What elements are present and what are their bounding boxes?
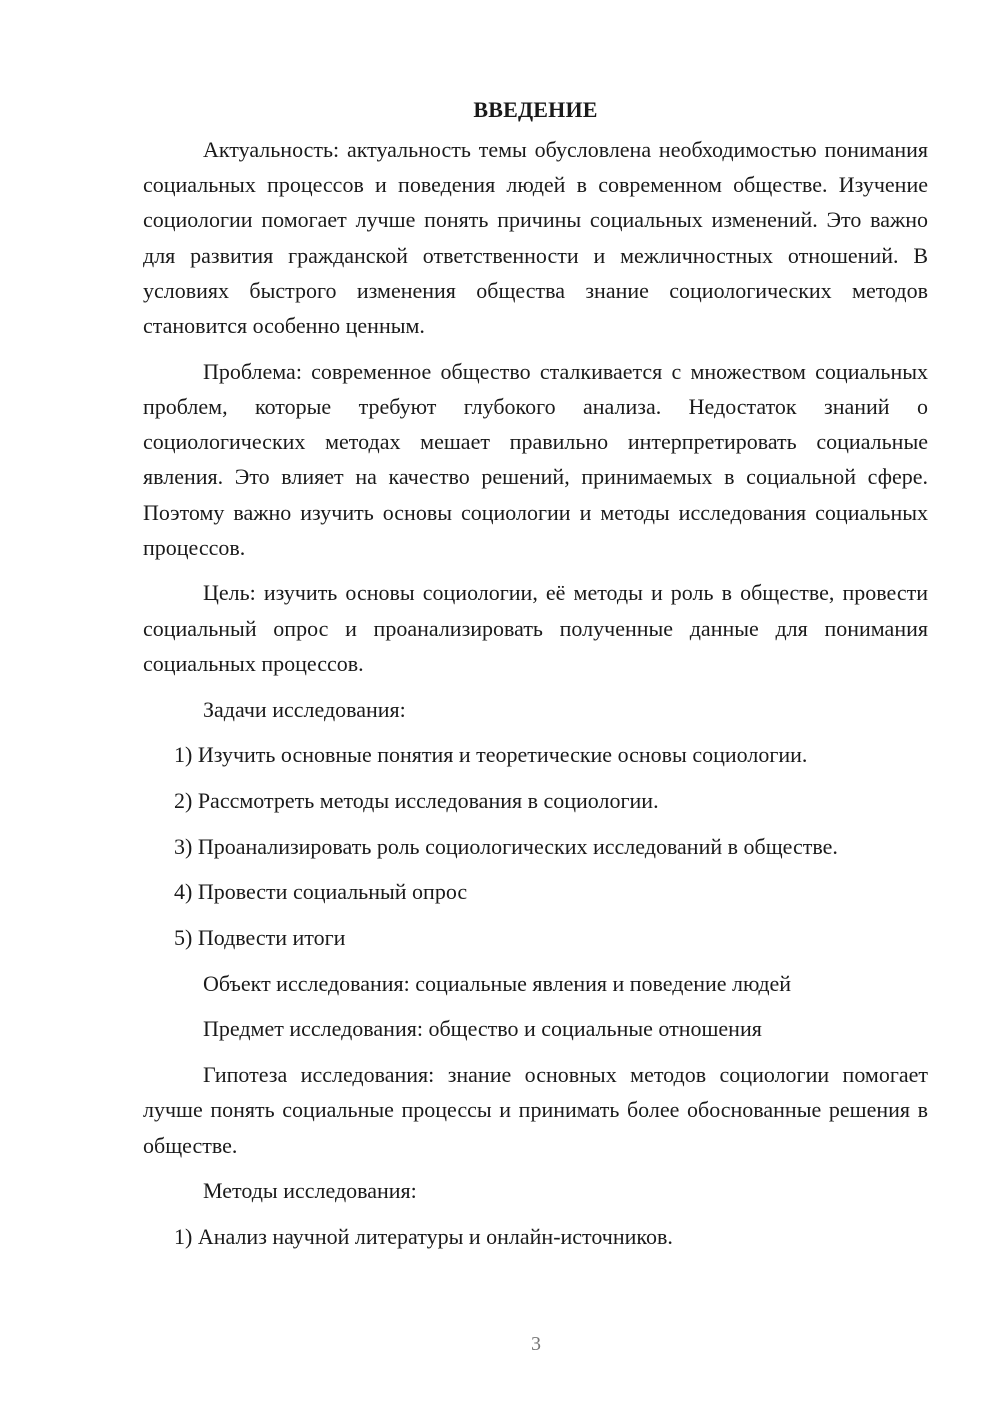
research-subject: Предмет исследования: общество и социальные отношения bbox=[203, 1016, 762, 1042]
relevance-paragraph: Актуальность: актуальность темы обусловлена необходимостью понимания социальных процессов и поведения людей в современном обществе. Изучение социологии помогает лучше понять причины социальных изменений. Это важно для развития гражданской ответственности и межличностных отношений. В условиях быстрого изменения общества знание социологических методов становится особенно ценным. bbox=[143, 137, 928, 339]
task-item: 2) Рассмотреть методы исследования в социологии. bbox=[174, 787, 659, 813]
document-page bbox=[143, 92, 928, 1265]
task-item: 4) Провести социальный опрос bbox=[174, 879, 468, 905]
tasks-heading: Задачи исследования: bbox=[203, 696, 406, 722]
page-title: ВВЕДЕНИЕ bbox=[473, 97, 598, 122]
hypothesis-paragraph: Гипотеза исследования: знание основных методов социологии помогает лучше понять социальные процессы и принимать более обоснованные решения в обществе. bbox=[143, 1062, 928, 1158]
task-item: 5) Подвести итоги bbox=[174, 925, 346, 951]
task-item: 1) Изучить основные понятия и теоретические основы социологии. bbox=[174, 742, 808, 768]
task-item: 3) Проанализировать роль социологических исследований в обществе. bbox=[174, 833, 838, 859]
page-number: 3 bbox=[531, 1333, 541, 1355]
problem-paragraph: Проблема: современное общество сталкивается с множеством социальных проблем, которые требуют глубокого анализа. Недостаток знаний о социологических методах мешает правильно интерпретировать социальные явления. Это влияет на качество решений, принимаемых в социальной сфере. Поэтому важно изучить основы социологии и методы исследования социальных процессов. bbox=[143, 358, 928, 560]
method-item: 1) Анализ научной литературы и онлайн-источников. bbox=[174, 1223, 673, 1249]
research-object: Объект исследования: социальные явления и поведение людей bbox=[203, 970, 792, 996]
methods-heading: Методы исследования: bbox=[203, 1178, 417, 1204]
goal-paragraph: Цель: изучить основы социологии, её методы и роль в обществе, провести социальный опрос и проанализировать полученные данные для понимания социальных процессов. bbox=[143, 580, 928, 676]
